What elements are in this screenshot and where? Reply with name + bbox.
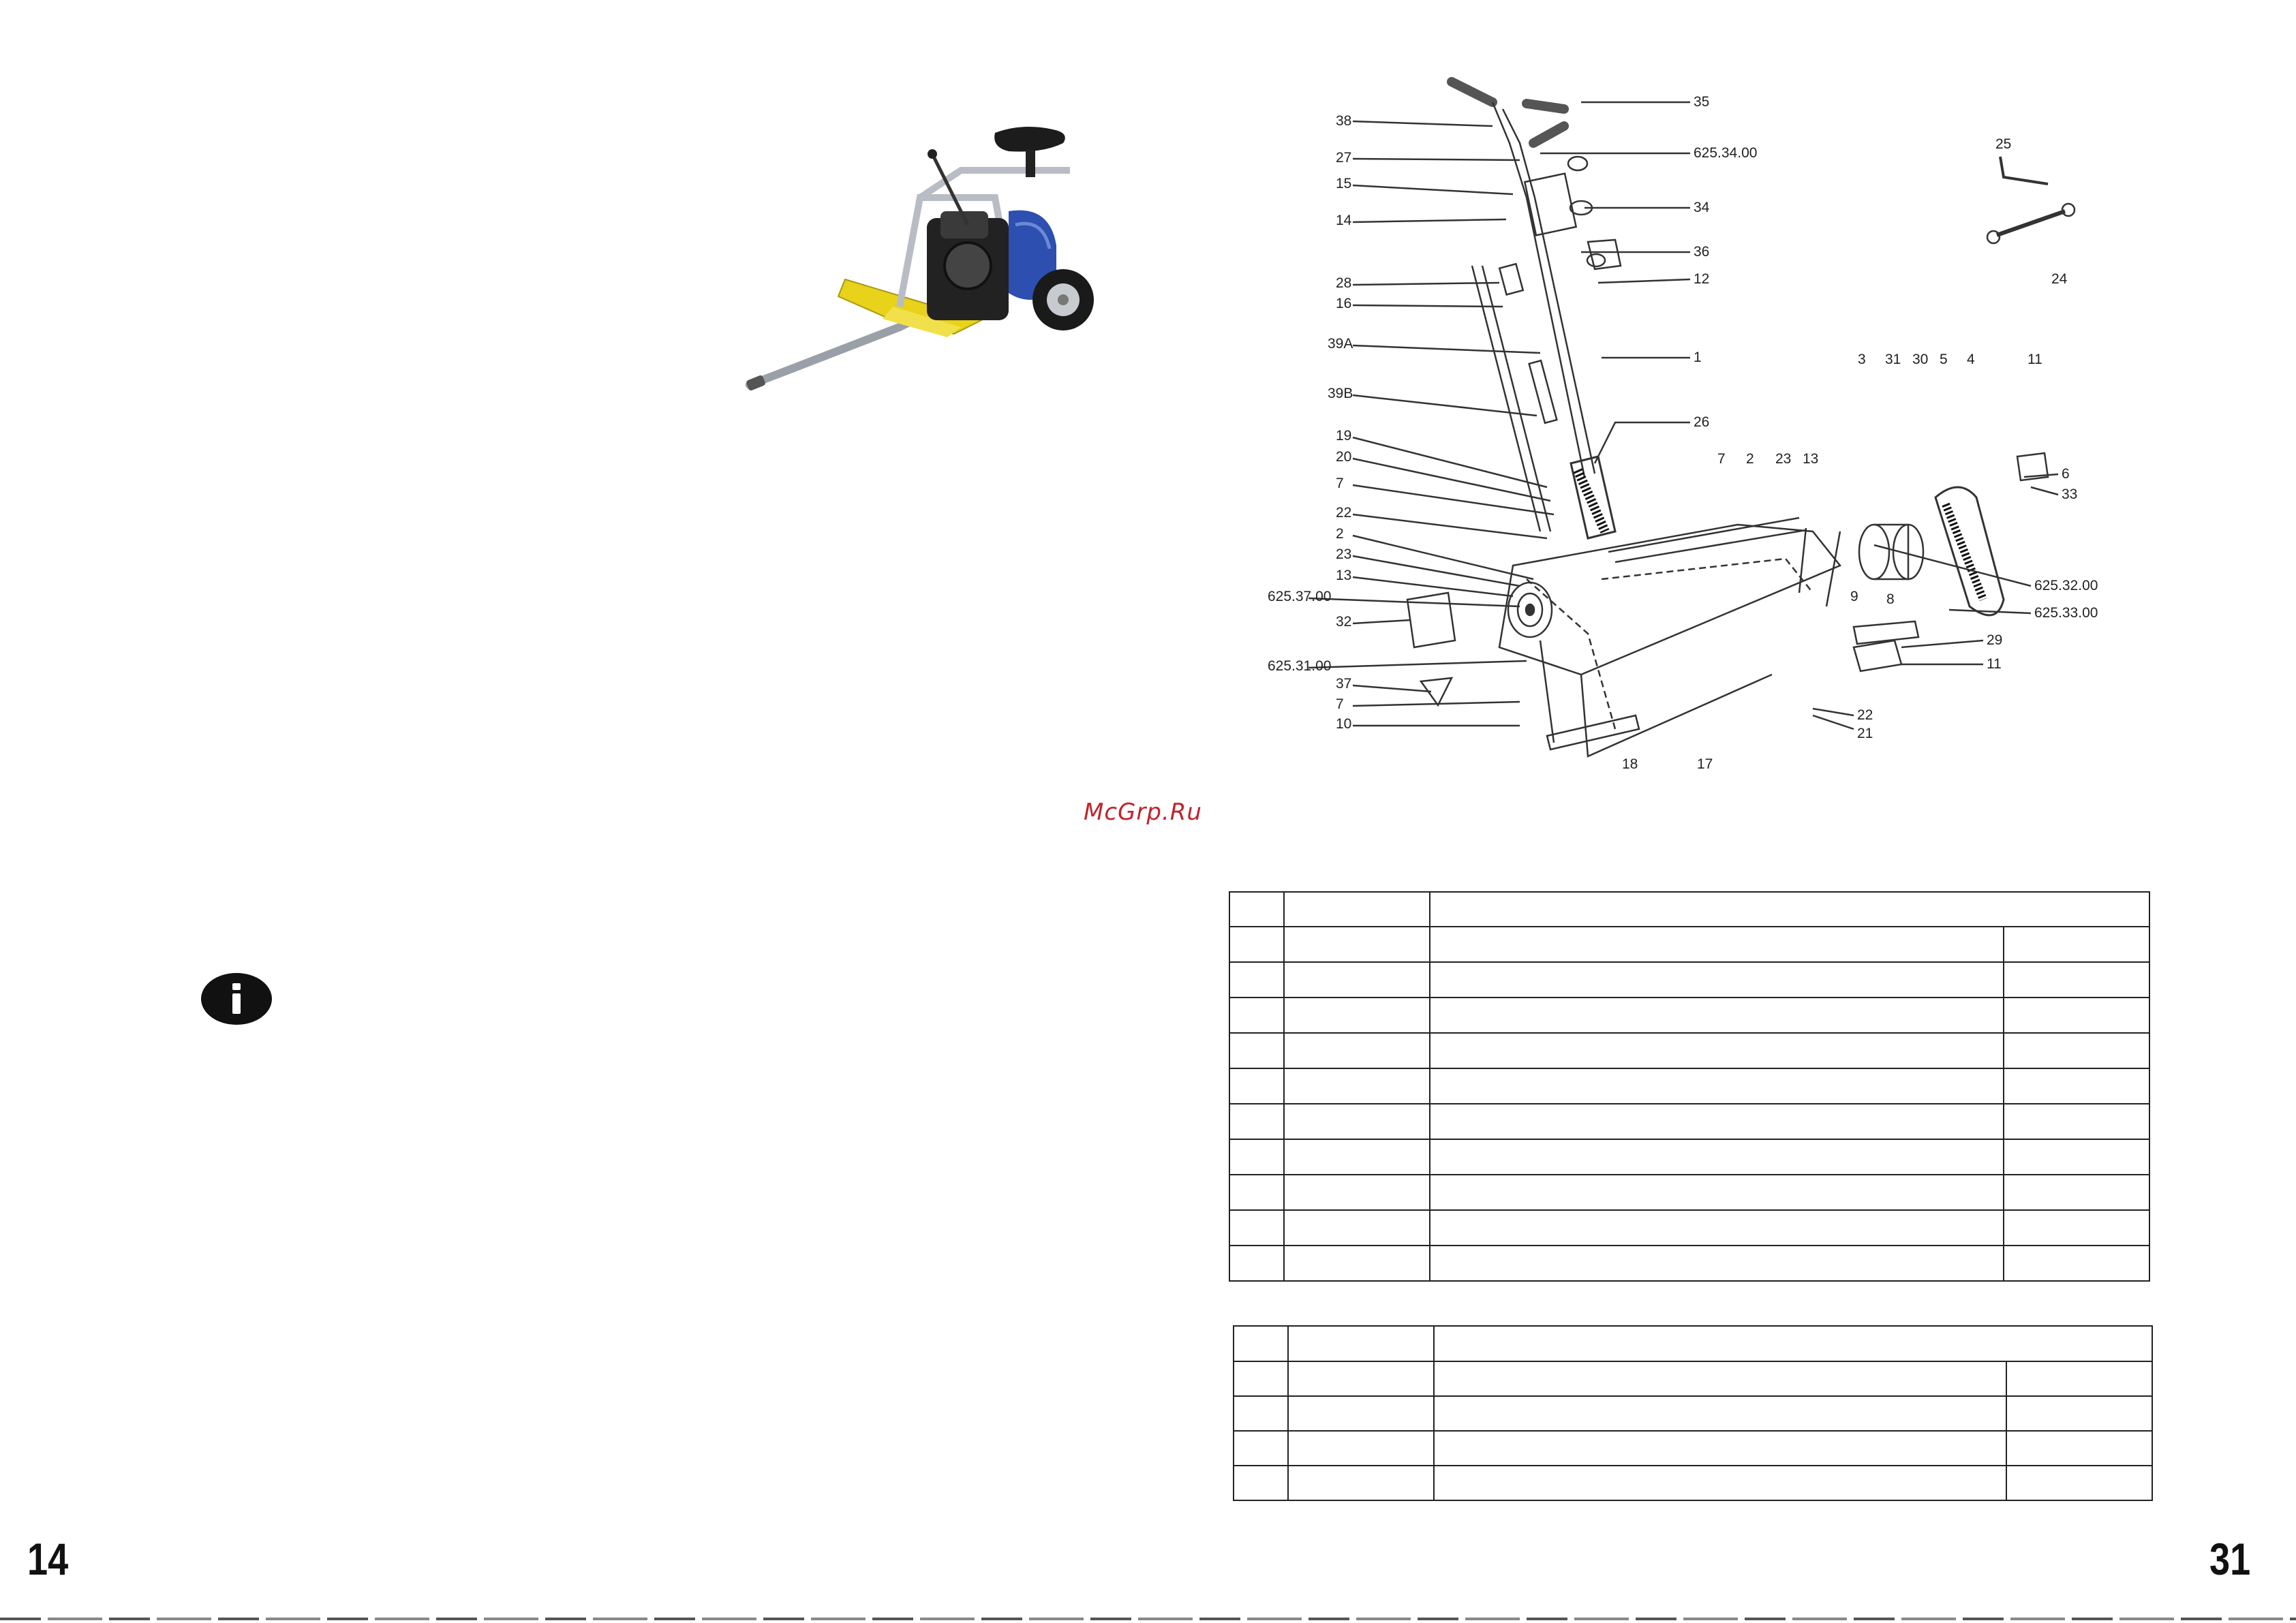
callout: 13: [1803, 451, 1819, 467]
callout: 9: [1850, 589, 1858, 604]
callout: 34: [1694, 200, 1710, 215]
callout: 625.33.00: [2034, 605, 2098, 621]
table-row: [1229, 1246, 2149, 1281]
bottom-edge-strip: [0, 1618, 2296, 1620]
table-row: [1229, 1175, 2149, 1210]
callout: 22: [1336, 505, 1352, 521]
callout: 36: [1694, 244, 1710, 260]
parts-table-1: [1229, 891, 2150, 1282]
table-row: [1229, 927, 2149, 962]
table-row: [1229, 962, 2149, 998]
callout-labels: [1268, 94, 2098, 772]
table-row: [1229, 1104, 2149, 1139]
callout: 7: [1336, 696, 1344, 712]
callout: 37: [1336, 676, 1352, 692]
callout: 31: [1885, 352, 1901, 367]
callout: 32: [1336, 614, 1352, 630]
callout: 7: [1336, 476, 1344, 491]
table-row: [1234, 1466, 2152, 1500]
callout: 625.34.00: [1694, 145, 1758, 161]
callout: 20: [1336, 449, 1352, 465]
table-row: [1229, 1210, 2149, 1246]
callout: 12: [1694, 271, 1710, 287]
callout: 3: [1858, 352, 1866, 367]
callout: 625.32.00: [2034, 578, 2098, 593]
callout: 30: [1912, 352, 1929, 367]
callout: 17: [1697, 756, 1713, 772]
table-row: [1234, 1431, 2152, 1466]
callout: 26: [1694, 414, 1710, 430]
callout: 10: [1336, 716, 1352, 732]
callout: 35: [1694, 94, 1710, 110]
table-row: [1234, 1361, 2152, 1396]
callout: 5: [1940, 352, 1948, 367]
callout: 8: [1886, 591, 1895, 607]
callout: 2: [1336, 526, 1344, 542]
callout: 29: [1987, 632, 2003, 648]
callout: 39A: [1328, 336, 1353, 352]
watermark-text: McGrp.Ru: [1084, 799, 1202, 826]
callout: 16: [1336, 296, 1352, 311]
callout: 1: [1694, 350, 1702, 365]
callout: 11: [1987, 656, 2002, 672]
callout: 28: [1336, 275, 1352, 291]
callout: 13: [1336, 568, 1352, 583]
table-row: [1229, 1139, 2149, 1175]
page-number-right: 31: [2209, 1534, 2251, 1584]
machine-photo: [736, 102, 1118, 409]
callout: 6: [2062, 466, 2070, 482]
callout: 2: [1746, 451, 1754, 467]
callout: 27: [1336, 150, 1352, 166]
table-row: [1229, 1033, 2149, 1068]
info-icon: [199, 971, 274, 1027]
callout: 19: [1336, 428, 1352, 444]
callout: 14: [1336, 213, 1352, 228]
page-number-left: 14: [27, 1534, 69, 1584]
callout: 18: [1622, 756, 1638, 772]
parts-table-2: [1233, 1325, 2153, 1501]
callout: 24: [2051, 271, 2068, 287]
callout: 22: [1857, 707, 1873, 723]
exploded-parts-diagram: [1268, 61, 2167, 797]
callout: 33: [2062, 486, 2078, 502]
callout: 11: [2027, 352, 2042, 367]
callout: 15: [1336, 176, 1352, 191]
callout: 38: [1336, 113, 1352, 129]
callout: 21: [1857, 726, 1873, 741]
callout: 25: [1995, 136, 2012, 152]
callout: 625.37.00: [1268, 589, 1332, 604]
table-row: [1229, 998, 2149, 1033]
table-row: [1234, 1396, 2152, 1431]
table-row: [1229, 1068, 2149, 1104]
callout: 23: [1336, 546, 1352, 562]
callout: 7: [1717, 451, 1726, 467]
callout: 39B: [1328, 386, 1353, 401]
callout: 625.31.00: [1268, 658, 1332, 674]
callout: 23: [1775, 451, 1792, 467]
callout: 4: [1967, 352, 1975, 367]
